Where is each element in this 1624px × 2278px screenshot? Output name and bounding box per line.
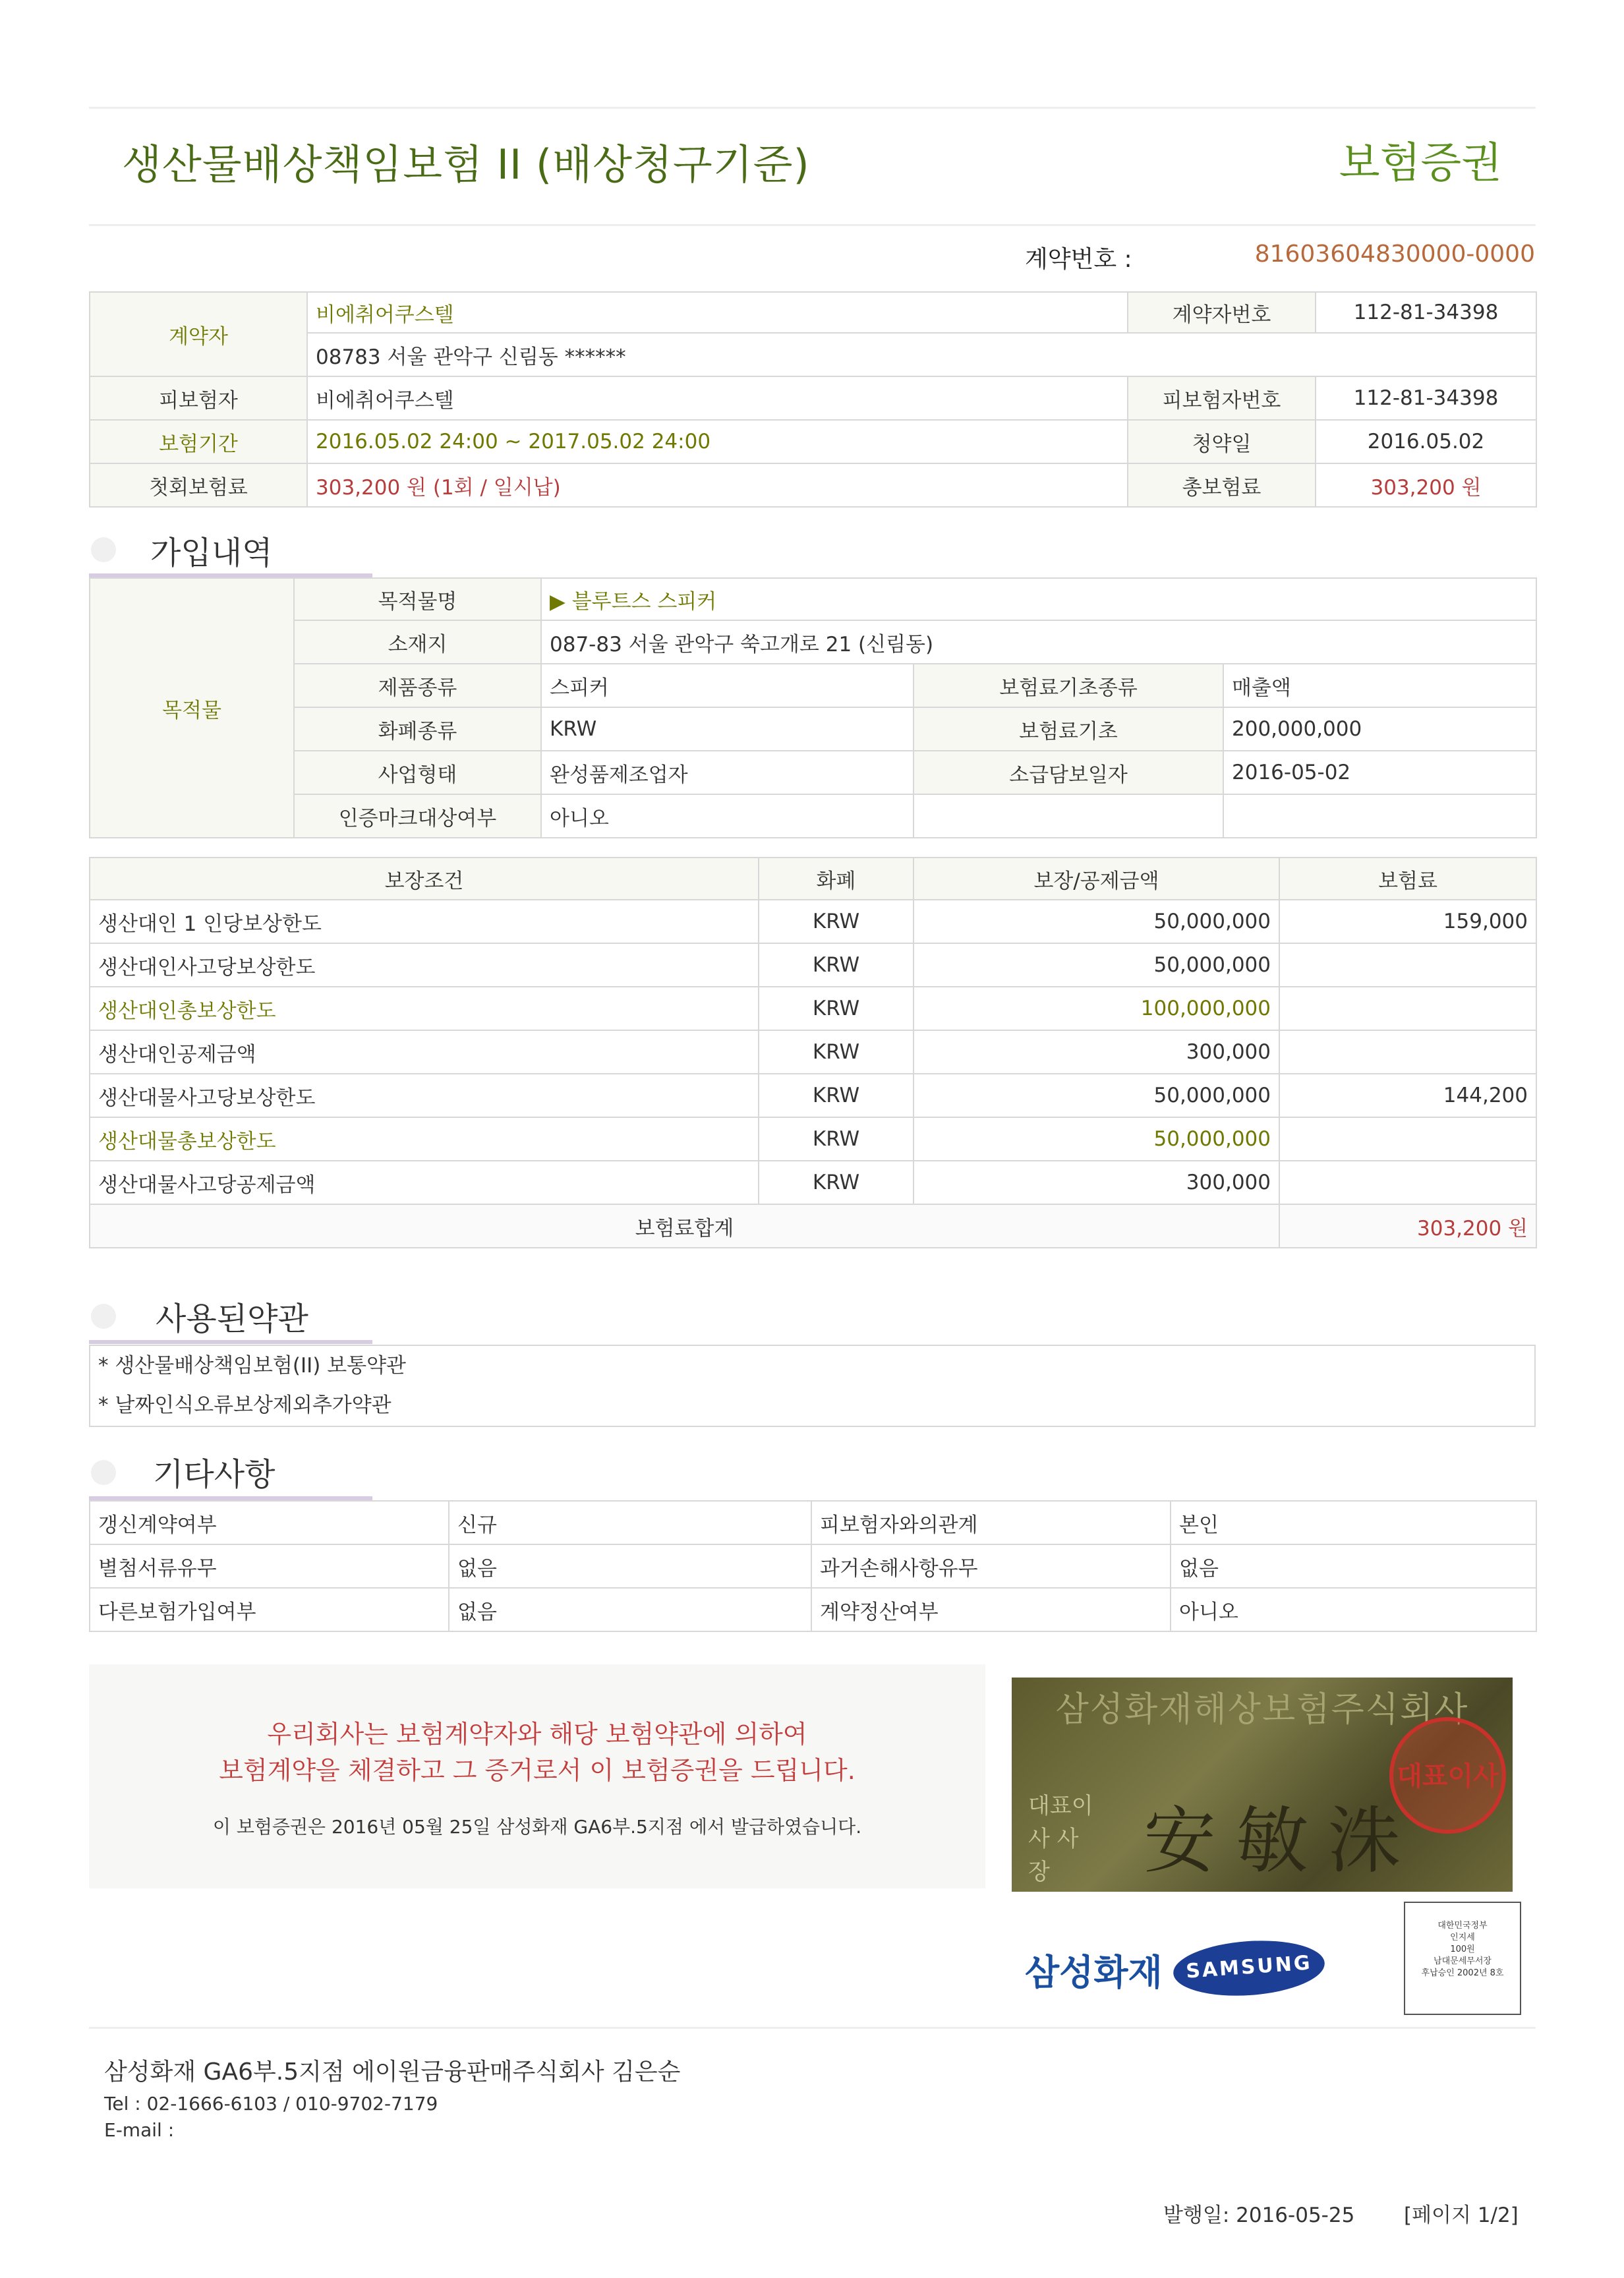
section-bullet-icon	[91, 537, 116, 562]
page-indicator: [페이지 1/2]	[1404, 2204, 1519, 2227]
other-value: 없음	[1171, 1544, 1536, 1588]
premium-basis-type-label: 보험료기초종류	[914, 664, 1223, 707]
coverage-amount: 50,000,000	[914, 1074, 1279, 1117]
period-label: 보험기간	[90, 420, 307, 463]
premium-basis-type: 매출액	[1223, 664, 1536, 707]
insured-number-label: 피보험자번호	[1128, 376, 1316, 420]
coverage-currency: KRW	[759, 1117, 914, 1161]
agent-info: 삼성화재 GA6부.5지점 에이원금융판매주식회사 김은순	[104, 2059, 681, 2086]
ceo-signature: 安敏洙	[1144, 1799, 1420, 1883]
coverage-amount: 300,000	[914, 1030, 1279, 1074]
page-title: 생산물배상책임보험 II (배상청구기준)	[122, 140, 810, 189]
certificate-label: 보험증권	[1339, 139, 1502, 188]
agent-email: E-mail :	[104, 2119, 175, 2141]
insured-number: 112-81-34398	[1316, 376, 1536, 420]
red-stamp-icon	[1389, 1717, 1506, 1834]
coverage-header-premium: 보험료	[1279, 858, 1536, 900]
coverage-header-currency: 화폐	[759, 858, 914, 900]
other-label: 별첨서류유무	[90, 1544, 449, 1588]
coverage-currency: KRW	[759, 1030, 914, 1074]
agent-tel: Tel : 02-1666-6103 / 010-9702-7179	[104, 2093, 438, 2115]
terms-list	[89, 1345, 1536, 1427]
coverage-currency: KRW	[759, 1161, 914, 1204]
retro-date: 2016-05-02	[1223, 751, 1536, 794]
other-value: 없음	[449, 1588, 811, 1631]
contractor-address: 08783 서울 관악구 신림동 ******	[307, 333, 1536, 376]
coverage-premium	[1279, 1161, 1536, 1204]
table-row	[90, 1501, 1536, 1544]
seal-ceo-title: 대표이사 사 장	[1028, 1793, 1093, 1885]
coverage-premium: 144,200	[1279, 1074, 1536, 1117]
coverage-currency: KRW	[759, 987, 914, 1030]
table-row	[90, 943, 1536, 987]
coverage-premium	[1279, 943, 1536, 987]
cert-mark: 아니오	[541, 794, 914, 838]
top-rule	[89, 107, 1536, 109]
coverage-name: 생산대물사고당보상한도	[90, 1074, 759, 1117]
notice-line-3: 이 보험증권은 2016년 05월 25일 삼성화재 GA6부.5지점 에서 발급하였습니다.	[212, 1816, 862, 1838]
subject-group-label: 목적물	[90, 578, 294, 838]
other-label: 과거손해사항유무	[811, 1544, 1171, 1588]
retro-date-label: 소급담보일자	[914, 751, 1223, 794]
coverage-amount: 300,000	[914, 1161, 1279, 1204]
table-row	[90, 987, 1536, 1030]
company-seal	[1012, 1678, 1513, 1892]
list-item: * 생산물배상책임보험(II) 보통약관	[98, 1354, 406, 1378]
item-name: ▶ 블루트스 스피커	[541, 578, 1536, 620]
total-premium-label: 총보험료	[1128, 463, 1316, 507]
stamp-line: 인지세	[1450, 1933, 1475, 1942]
coverage-premium	[1279, 1030, 1536, 1074]
other-info-table	[89, 1500, 1537, 1632]
coverage-name: 생산대물사고당공제금액	[90, 1161, 759, 1204]
samsung-fire-logo: 삼성화재	[1025, 1952, 1163, 1993]
insured-label: 피보험자	[90, 376, 307, 420]
stamp-line: 후납승인 2002년 8호	[1421, 1968, 1504, 1978]
revenue-stamp-box	[1404, 1902, 1521, 2015]
coverage-amount: 100,000,000	[914, 987, 1279, 1030]
coverage-premium: 159,000	[1279, 900, 1536, 943]
notice-line-2: 보험계약을 체결하고 그 증거로서 이 보험증권을 드립니다.	[219, 1756, 856, 1785]
coverage-name: 생산대인공제금액	[90, 1030, 759, 1074]
first-premium: 303,200 원 (1회 / 일시납)	[307, 463, 1128, 507]
coverage-table	[89, 857, 1537, 1248]
contractor-label: 계약자	[90, 292, 307, 376]
header-rule	[89, 224, 1536, 226]
contract-number-label: 계약번호 :	[1025, 246, 1132, 273]
stamp-line: 대한민국정부	[1437, 1921, 1488, 1931]
coverage-amount: 50,000,000	[914, 1117, 1279, 1161]
location: 087-83 서울 관악구 쑥고개로 21 (신림동)	[541, 620, 1536, 664]
other-value: 신규	[449, 1501, 811, 1544]
coverage-name: 생산대인사고당보상한도	[90, 943, 759, 987]
section-title-terms: 사용된약관	[156, 1300, 308, 1337]
stamp-line: 남대문세무서장	[1434, 1956, 1492, 1966]
section-title-subscription: 가입내역	[150, 535, 273, 571]
other-label: 갱신계약여부	[90, 1501, 449, 1544]
location-label: 소재지	[294, 620, 541, 664]
premium-basis-label: 보험료기초	[914, 707, 1223, 751]
table-row	[90, 900, 1536, 943]
notice-line-1: 우리회사는 보험계약자와 해당 보험약관에 의하여	[267, 1720, 807, 1749]
seal-company-name: 삼성화재해상보험주식회사	[1055, 1690, 1469, 1730]
coverage-currency: KRW	[759, 900, 914, 943]
coverage-name: 생산대인총보상한도	[90, 987, 759, 1030]
business-type-label: 사업형태	[294, 751, 541, 794]
coverage-header-condition: 보장조건	[90, 858, 759, 900]
section-underline	[89, 1340, 372, 1344]
premium-basis: 200,000,000	[1223, 707, 1536, 751]
subject-table	[89, 577, 1537, 838]
item-name-label: 목적물명	[294, 578, 541, 620]
currency-label: 화폐종류	[294, 707, 541, 751]
issue-date: 발행일: 2016-05-25	[1163, 2204, 1355, 2227]
coverage-name: 생산대물총보상한도	[90, 1117, 759, 1161]
contractor-name: 비에취어쿠스텔	[307, 292, 1128, 333]
coverage-amount: 50,000,000	[914, 900, 1279, 943]
table-row	[90, 1588, 1536, 1631]
list-item: * 날짜인식오류보상제외추가약관	[98, 1393, 392, 1417]
other-value: 본인	[1171, 1501, 1536, 1544]
currency: KRW	[541, 707, 914, 751]
contractor-number: 112-81-34398	[1316, 292, 1536, 333]
section-bullet-icon	[91, 1460, 116, 1485]
insured-name: 비에취어쿠스텔	[307, 376, 1128, 420]
section-title-other: 기타사항	[153, 1456, 276, 1493]
other-label: 피보험자와의관계	[811, 1501, 1171, 1544]
business-type: 완성품제조업자	[541, 751, 914, 794]
contract-info-table	[89, 291, 1537, 508]
other-label: 다른보험가입여부	[90, 1588, 449, 1631]
coverage-header-amount: 보장/공제금액	[914, 858, 1279, 900]
first-premium-label: 첫회보험료	[90, 463, 307, 507]
section-bullet-icon	[91, 1304, 116, 1329]
table-row	[90, 1544, 1536, 1588]
table-row	[90, 1030, 1536, 1074]
other-value: 없음	[449, 1544, 811, 1588]
coverage-premium	[1279, 1117, 1536, 1161]
total-premium: 303,200 원	[1316, 463, 1536, 507]
product-type: 스피커	[541, 664, 914, 707]
table-row	[90, 1117, 1536, 1161]
application-date-label: 청약일	[1128, 420, 1316, 463]
coverage-premium	[1279, 987, 1536, 1030]
table-row	[90, 1074, 1536, 1117]
footer-rule	[89, 2027, 1536, 2029]
stamp-text: 대표이사	[1397, 1761, 1499, 1792]
cert-mark-label: 인증마크대상여부	[294, 794, 541, 838]
notice-box	[89, 1664, 985, 1888]
application-date: 2016.05.02	[1316, 420, 1536, 463]
other-label: 계약정산여부	[811, 1588, 1171, 1631]
coverage-amount: 50,000,000	[914, 943, 1279, 987]
table-row	[90, 1161, 1536, 1204]
product-type-label: 제품종류	[294, 664, 541, 707]
contractor-number-label: 계약자번호	[1128, 292, 1316, 333]
samsung-logo	[1171, 1936, 1326, 2001]
insurance-period: 2016.05.02 24:00 ~ 2017.05.02 24:00	[307, 420, 1128, 463]
premium-total: 303,200 원	[1279, 1204, 1536, 1248]
coverage-currency: KRW	[759, 1074, 914, 1117]
coverage-currency: KRW	[759, 943, 914, 987]
coverage-name: 생산대인 1 인당보상한도	[90, 900, 759, 943]
contract-number: 81603604830000-0000	[1254, 241, 1535, 268]
samsung-logo-text: SAMSUNG	[1185, 1951, 1313, 1983]
other-value: 아니오	[1171, 1588, 1536, 1631]
stamp-line: 100원	[1450, 1944, 1475, 1954]
premium-total-label: 보험료합계	[90, 1204, 1279, 1248]
